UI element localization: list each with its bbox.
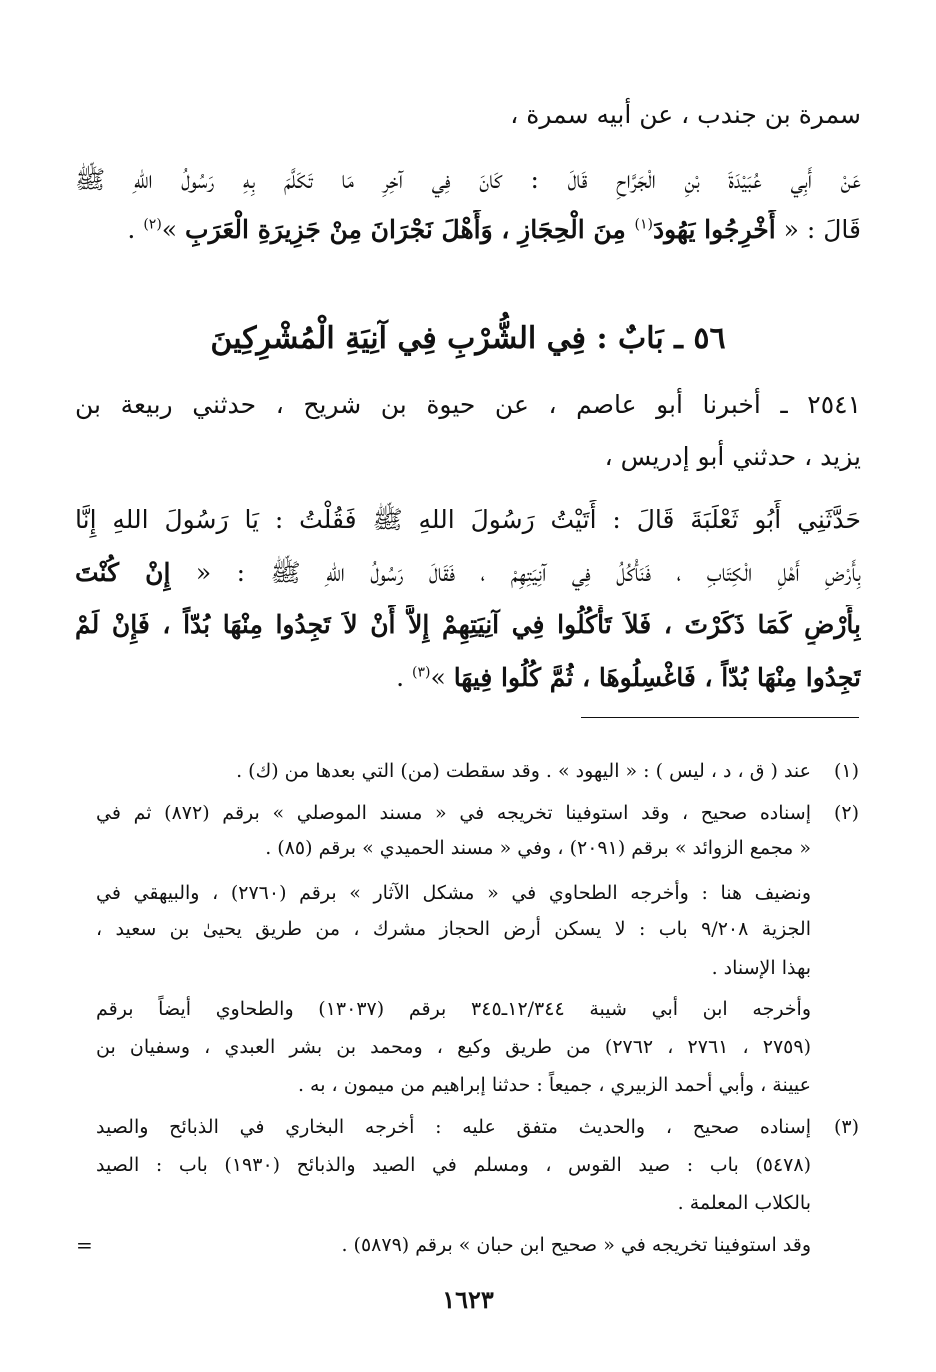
body-line-3 <box>75 210 861 250</box>
body-line-1 <box>75 95 861 135</box>
footnote-3-line-3: بالكلاب المعلمة . <box>677 1192 811 1214</box>
body-line-6 <box>75 500 861 540</box>
isnad-continuation: سمرة بن جندب ، عن أبيه سمرة ، <box>510 100 861 129</box>
footnote-1-line-1: عند ( ق ، د ، ليس ) : « اليهود » . وقد سقطت (من) التي بعدها من (ك) . <box>236 760 811 782</box>
footnote-ref-1: (١) <box>634 216 653 233</box>
footnote-separator <box>581 717 859 718</box>
footnote-3-line-1: إسناده صحيح ، والحديث متفق عليه : أخرجه البخاري في الذبائح والصيد <box>96 1116 811 1138</box>
hadith-text: بِأَرْضِ أَهْلِ الْكِتَابِ ، فَنَأْكُلُ فِي آنِيَتِهِمْ ، فَقَالَ رَسُولُ اللهِ ﷺ : « <box>170 558 861 587</box>
chapter-heading: ٥٦ ـ بَابٌ : فِي الشُّرْبِ فِي آنِيَةِ الْمُشْرِكِينَ <box>210 321 726 356</box>
body-line-2 <box>75 160 861 200</box>
closing-quote: » <box>161 215 186 244</box>
hadith-isnad: يزيد ، حدثني أبو إدريس ، <box>604 442 861 471</box>
body-line-9 <box>75 658 861 698</box>
footnote-ref-3: (٣) <box>411 664 431 681</box>
hadith-text: قَالَ : « <box>775 215 861 244</box>
footnote-number-3: (٣) <box>833 1116 859 1138</box>
footnote-3-line-2: (٥٤٧٨) باب : صيد القوس ، ومسلم في الصيد والذبائح (١٩٣٠) باب : الصيد <box>96 1154 811 1176</box>
prophetic-saying: تَجِدُوا مِنْهَا بُدّاً ، فَاغْسِلُوهَا ، ثُمَّ كُلُوا فِيهَا <box>453 663 861 692</box>
hadith-text: حَدَّثَنِي أَبُو ثَعْلَبَةَ قَالَ : أَتَيْتُ رَسُولَ اللهِ ﷺ فَقُلْتُ : يَا رَسُولَ اللهِ إِنَّا <box>75 505 861 534</box>
footnote-2-line-3: ونضيف هنا : وأخرجه الطحاوي في « مشكل الآثار » برقم (٢٧٦٠) ، والبيهقي في <box>96 882 811 904</box>
prophetic-saying: مِنَ الْحِجَازِ ، وَأَهْلَ نَجْرَانَ مِنْ جَزِيرَةِ الْعَرَبِ <box>185 215 635 244</box>
footnote-2-line-1: إسناده صحيح ، وقد استوفينا تخريجه في « مسند الموصلي » برقم (٨٧٢) ثم في <box>96 802 811 824</box>
body-line-5 <box>75 437 861 477</box>
footnote-number-2: (٢) <box>833 802 859 824</box>
prophetic-saying: أَخْرِجُوا يَهُودَ <box>652 215 776 244</box>
footnote-ref-2: (٢) <box>143 216 162 233</box>
footnote-2-line-8: عيينة ، وأبي أحمد الزبيري ، جميعاً : حدثنا إبراهيم من ميمون ، به . <box>297 1074 811 1096</box>
footnote-2-line-2: « مجمع الزوائد » برقم (٢٠٩١) ، وفي « مسند الحميدي » برقم (٨٥) . <box>265 837 811 859</box>
prophetic-saying: إِنْ كُنْتَ <box>75 558 171 587</box>
hadith-isnad: ٢٥٤١ ـ أخبرنا أبو عاصم ، عن حيوة بن شريح ، حدثني ربيعة بن <box>75 390 861 419</box>
footnote-number-1: (١) <box>833 760 859 782</box>
page-number: ١٦٢٣ <box>442 1285 494 1314</box>
period: . <box>396 663 412 692</box>
body-line-8 <box>75 605 861 645</box>
closing-quote: » <box>430 663 454 692</box>
footnote-2-line-5: بهذا الإسناد . <box>711 957 811 979</box>
prophetic-saying: بِأَرْضٍ كَمَا ذَكَرْتَ ، فَلاَ تَأْكُلُوا فِي آنِيَتِهِمْ إِلاَّ أَنْ لاَ تَجِدُوا مِنْهَا بُدّاً ، فَإِنْ لَمْ <box>75 610 861 639</box>
hadith-text: عَنْ أَبِي عُبَيْدَةَ بْنِ الْجَرَّاحِ قَالَ : كَانَ فِي آخِرِ مَا تَكَلَّمَ بِهِ رَسُولُ اللهِ ﷺ <box>75 165 861 194</box>
body-line-7 <box>75 553 861 593</box>
footnote-2-line-6: وأخرجه ابن أبي شيبة ١٢/٣٤٤ـ٣٤٥ برقم (١٣٠٣٧) والطحاوي أيضاً برقم <box>96 998 811 1020</box>
body-line-4 <box>75 385 861 425</box>
continuation-mark: = <box>76 1233 93 1257</box>
period: . <box>127 215 144 244</box>
footnote-2-line-4: الجزية ٩/٢٠٨ باب : لا يسكن أرض الحجاز مشرك ، من طريق يحيىٰ بن سعيد ، <box>96 918 811 940</box>
footnote-2-line-7: (٢٧٥٩ ، ٢٧٦١ ، ٢٧٦٢) من طريق وكيع ، ومحمد بن بشر العبدي ، وسفيان بن <box>96 1036 811 1058</box>
footnote-3-line-4: وقد استوفينا تخريجه في « صحيح ابن حبان » برقم (٥٨٧٩) . <box>341 1234 811 1256</box>
